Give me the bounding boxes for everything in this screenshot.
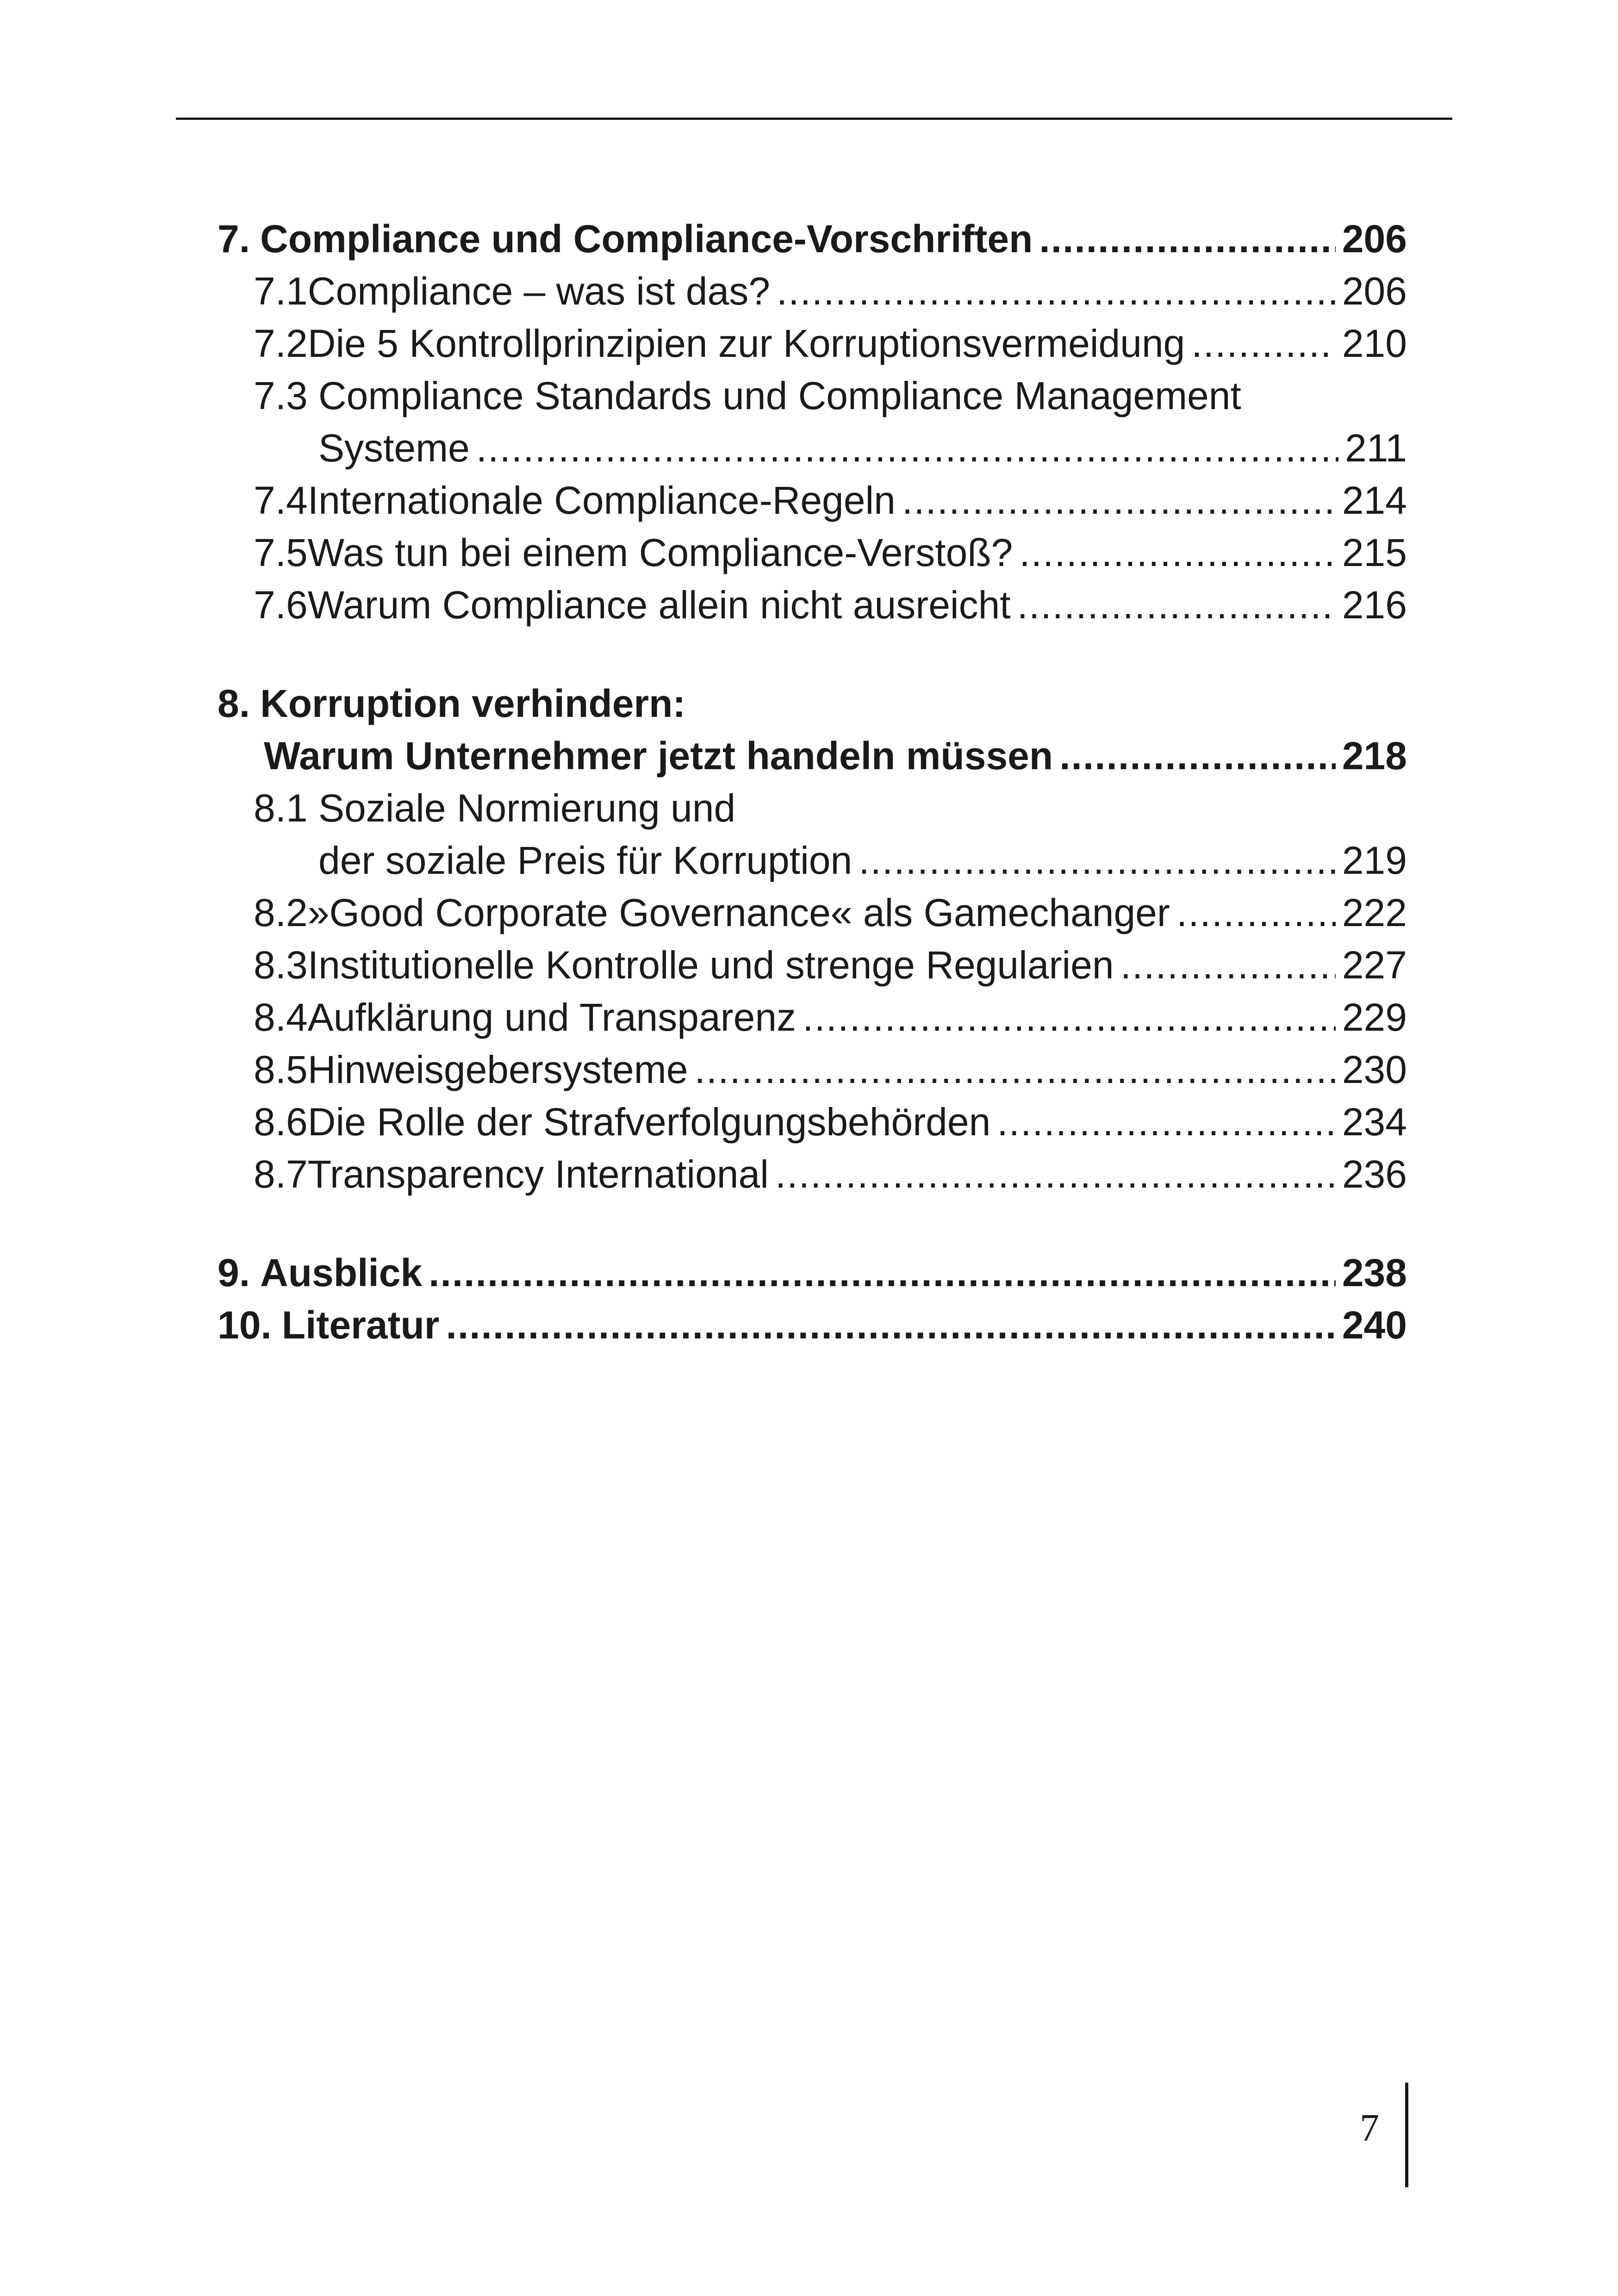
dot-leader xyxy=(902,474,1336,527)
toc-entry-7-4[interactable] xyxy=(218,474,1407,527)
chapter-number: 10. xyxy=(218,1303,272,1347)
entry-title: Die Rolle der Strafverfolgungsbehörden xyxy=(307,1100,991,1144)
entry-title-continued: der soziale Preis für Korruption xyxy=(318,839,853,882)
chapter-number: 9. xyxy=(218,1251,250,1294)
toc-entry-8-5[interactable] xyxy=(218,1044,1407,1096)
dot-leader xyxy=(446,1299,1336,1351)
page-number: 219 xyxy=(1342,839,1407,882)
chapter-title-continued: Warum Unternehmer jetzt handeln müssen xyxy=(264,734,1053,778)
page-number: 240 xyxy=(1342,1303,1407,1347)
toc-entry-7-1[interactable] xyxy=(218,265,1407,317)
page-number: 230 xyxy=(1342,1048,1407,1091)
entry-title: Transparency International xyxy=(307,1152,769,1196)
entry-number: 8.4 xyxy=(254,996,308,1039)
dot-leader xyxy=(803,991,1336,1044)
table-of-contents xyxy=(218,213,1407,1351)
entry-number: 8.2 xyxy=(254,891,308,934)
toc-entry-8-2[interactable] xyxy=(218,887,1407,939)
page-number: 229 xyxy=(1342,996,1407,1039)
entry-number: 7.4 xyxy=(254,479,308,522)
page-number: 214 xyxy=(1342,479,1407,522)
entry-title: Hinweisgebersysteme xyxy=(307,1048,688,1091)
page-number: 227 xyxy=(1342,943,1407,987)
toc-entry-7-6[interactable] xyxy=(218,579,1407,631)
dot-leader xyxy=(1039,213,1335,265)
chapter-number: 8. xyxy=(218,682,250,725)
dot-leader xyxy=(1191,317,1335,370)
page-number: 206 xyxy=(1342,269,1407,313)
toc-entry-8-6[interactable] xyxy=(218,1096,1407,1148)
page-number: 236 xyxy=(1342,1152,1407,1196)
entry-number: 7.1 xyxy=(254,269,308,313)
page-number: 222 xyxy=(1342,891,1407,934)
entry-number: 7.5 xyxy=(254,531,308,574)
toc-entry-8-3[interactable] xyxy=(218,939,1407,991)
entry-title: Internationale Compliance-Regeln xyxy=(307,479,896,522)
page-number: 211 xyxy=(1345,426,1407,470)
page-number: 210 xyxy=(1342,322,1407,365)
chapter-title: Korruption verhindern: xyxy=(260,682,686,725)
entry-number: 8.3 xyxy=(254,943,308,987)
dot-leader xyxy=(1059,730,1336,782)
entry-title: Warum Compliance allein nicht ausreicht xyxy=(307,583,1011,627)
page-number: 216 xyxy=(1342,583,1407,627)
folio-rule xyxy=(1405,2083,1408,2187)
toc-entry-7-3-continued[interactable] xyxy=(218,422,1407,474)
page-number: 234 xyxy=(1342,1100,1407,1144)
toc-chapter-10[interactable] xyxy=(218,1299,1407,1351)
dot-leader xyxy=(859,834,1336,887)
dot-leader xyxy=(775,1148,1336,1201)
toc-entry-8-4[interactable] xyxy=(218,991,1407,1044)
entry-title-continued: Systeme xyxy=(318,426,470,470)
chapter-number: 7. xyxy=(218,217,250,261)
toc-chapter-9[interactable] xyxy=(218,1247,1407,1299)
toc-entry-8-1[interactable] xyxy=(218,782,1407,834)
entry-title: Soziale Normierung und xyxy=(318,786,736,830)
dot-leader xyxy=(429,1247,1336,1299)
entry-number: 8.5 xyxy=(254,1048,308,1091)
entry-title: Institutionelle Kontrolle und strenge Regularien xyxy=(307,943,1114,987)
entry-title: »Good Corporate Governance« als Gamechanger xyxy=(307,891,1170,934)
dot-leader xyxy=(777,265,1336,317)
chapter-title: Literatur xyxy=(281,1303,440,1347)
entry-title: Was tun bei einem Compliance-Verstoß? xyxy=(307,531,1013,574)
entry-number: 7.2 xyxy=(254,322,308,365)
toc-chapter-7[interactable] xyxy=(218,213,1407,265)
chapter-title: Ausblick xyxy=(260,1251,423,1294)
toc-entry-8-1-continued[interactable] xyxy=(218,834,1407,887)
dot-leader xyxy=(1176,887,1336,939)
entry-number: 8.7 xyxy=(254,1152,308,1196)
entry-number: 7.6 xyxy=(254,583,308,627)
chapter-title: Compliance und Compliance-Vorschriften xyxy=(260,217,1033,261)
entry-title: Compliance – was ist das? xyxy=(307,269,770,313)
dot-leader xyxy=(476,422,1338,474)
entry-title: Aufklärung und Transparenz xyxy=(307,996,797,1039)
entry-number: 8.1 xyxy=(254,786,308,830)
entry-number: 8.6 xyxy=(254,1100,308,1144)
page-number: 238 xyxy=(1342,1251,1407,1294)
folio-page-number: 7 xyxy=(1360,2106,1379,2149)
entry-title: Compliance Standards und Compliance Management xyxy=(318,374,1241,417)
page-number: 218 xyxy=(1342,734,1407,778)
dot-leader xyxy=(1017,579,1336,631)
dot-leader xyxy=(1019,527,1335,579)
toc-entry-7-5[interactable] xyxy=(218,527,1407,579)
section-gap xyxy=(218,1201,1407,1247)
header-rule xyxy=(176,118,1452,120)
toc-entry-8-7[interactable] xyxy=(218,1148,1407,1201)
toc-entry-7-2[interactable] xyxy=(218,317,1407,370)
section-gap xyxy=(218,631,1407,678)
toc-chapter-8-continued[interactable] xyxy=(218,730,1407,782)
page-number: 206 xyxy=(1342,217,1407,261)
entry-title: Die 5 Kontrollprinzipien zur Korruptionsvermeidung xyxy=(307,322,1185,365)
page-number: 215 xyxy=(1342,531,1407,574)
toc-chapter-8[interactable] xyxy=(218,678,1407,730)
toc-entry-7-3[interactable] xyxy=(218,370,1407,422)
dot-leader xyxy=(694,1044,1335,1096)
dot-leader xyxy=(1120,939,1336,991)
dot-leader xyxy=(997,1096,1336,1148)
entry-number: 7.3 xyxy=(254,374,308,417)
